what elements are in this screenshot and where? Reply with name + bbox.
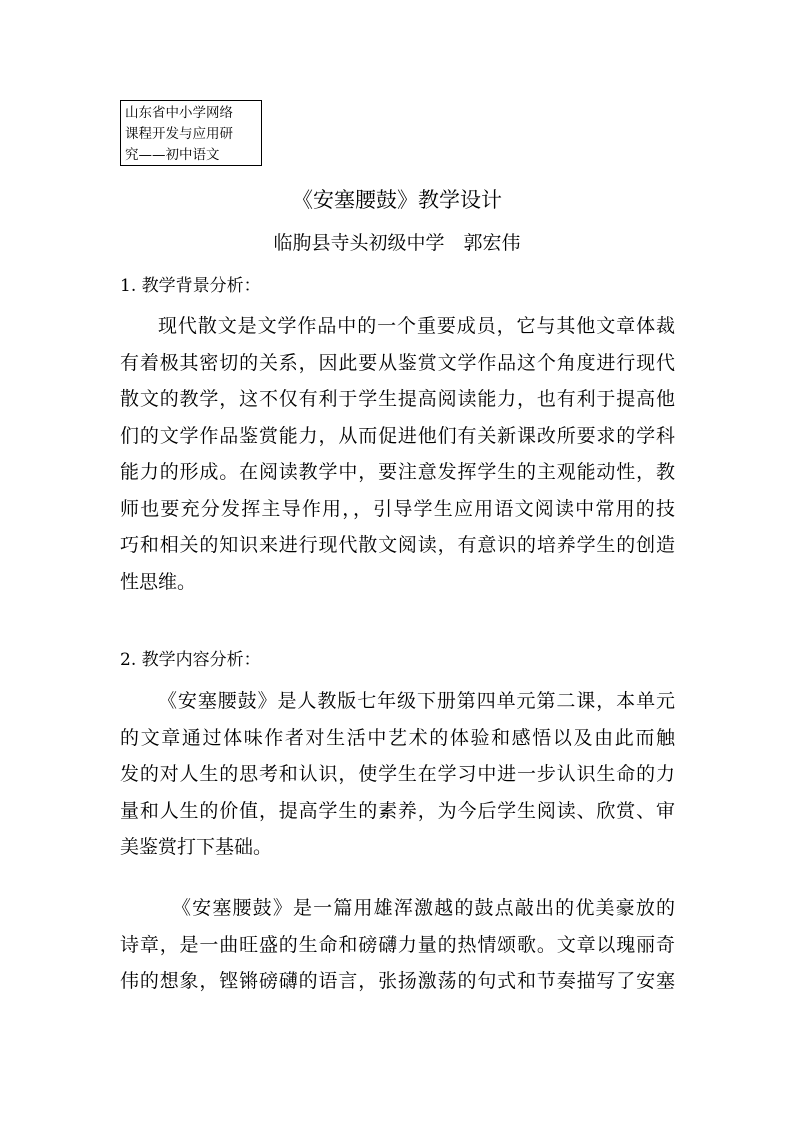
text-line: 巧和相关的知识来进行现代散文阅读，有意识的培养学生的创造 <box>120 534 675 556</box>
document-title: 《安塞腰鼓》教学设计 <box>292 188 502 212</box>
text-line: 诗章，是一曲旺盛的生命和磅礴力量的热情颂歌。文章以瑰丽奇 <box>120 933 675 956</box>
course-label-line: 课程开发与应用研 <box>125 126 233 142</box>
text-line: 们的文学作品鉴赏能力，从而促进他们有关新课改所要求的学科 <box>120 424 675 447</box>
text-line: 的文章通过体味作者对生活中艺术的体验和感悟以及由此而触 <box>120 726 675 749</box>
section-heading-background: 1. 教学背景分析： <box>120 276 261 296</box>
text-line: 现代散文是文学作品中的一个重要成员，它与其他文章体裁 <box>158 315 675 337</box>
document-author: 临朐县寺头初级中学 郭宏伟 <box>273 232 521 254</box>
text-line: 《安塞腰鼓》是人教版七年级下册第四单元第二课，本单元 <box>158 690 675 712</box>
paragraph-content-1 <box>120 683 675 866</box>
text-line: 《安塞腰鼓》是一篇用雄浑激越的鼓点敲出的优美豪放的 <box>172 897 675 919</box>
course-label-box <box>120 100 262 166</box>
section-heading-content: 2. 教学内容分析： <box>120 650 261 670</box>
course-label-line: 山东省中小学网络 <box>125 105 233 121</box>
text-line: 发的对人生的思考和认识，使学生在学习中进一步认识生命的力 <box>120 763 675 785</box>
text-line: 有着极其密切的关系，因此要从鉴赏文学作品这个角度进行现代 <box>120 351 675 374</box>
text-line: 散文的教学，这不仅有利于学生提高阅读能力，也有利于提高他 <box>120 388 675 410</box>
text-line: 师也要充分发挥主导作用，，引导学生应用语文阅读中常用的技 <box>120 497 675 520</box>
text-line: 性思维。 <box>120 570 197 593</box>
paragraph-content-2 <box>120 890 675 1000</box>
text-line: 美鉴赏打下基础。 <box>120 836 273 858</box>
text-line: 伟的想象，铿锵磅礴的语言，张扬激荡的句式和节奏描写了安塞 <box>120 970 675 992</box>
paragraph-background <box>120 308 675 600</box>
course-label-line: 究——初中语文 <box>125 147 220 163</box>
text-line: 量和人生的价值，提高学生的素养，为今后学生阅读、欣赏、审 <box>120 799 675 822</box>
text-line: 能力的形成。在阅读教学中，要注意发挥学生的主观能动性，教 <box>120 461 675 483</box>
